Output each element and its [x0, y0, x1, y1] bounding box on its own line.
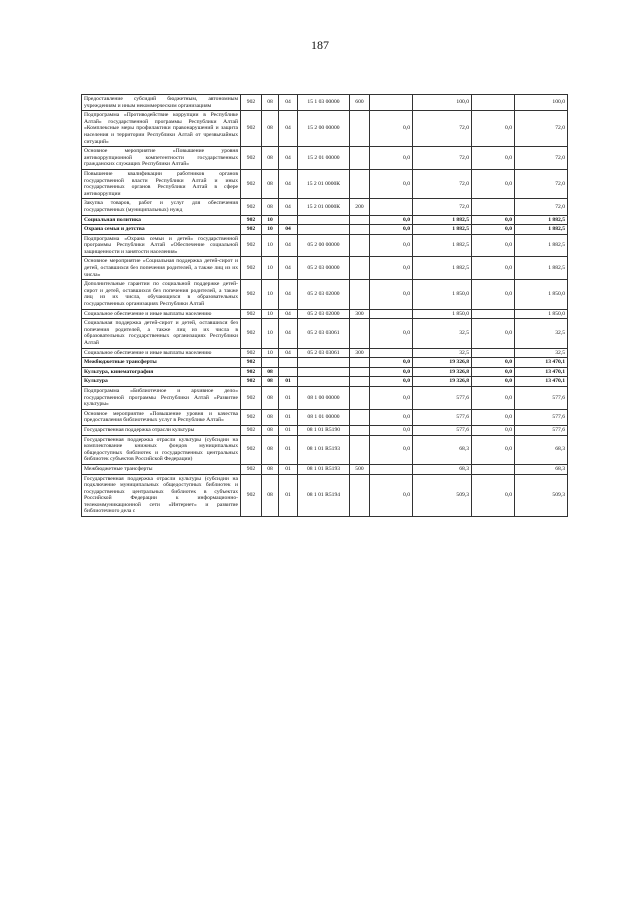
- table-row: [82, 474, 568, 517]
- amount-3: 0,0: [472, 225, 515, 235]
- row-name: Государственная поддержка отрасли культуры: [82, 425, 241, 435]
- admin-code: 902: [241, 358, 262, 368]
- expense-type-code: [350, 367, 370, 377]
- amount-1: [370, 95, 413, 111]
- row-name: Культура: [82, 377, 241, 387]
- amount-1: 0,0: [370, 435, 413, 464]
- section-code: 08: [262, 425, 279, 435]
- expense-type-code: [350, 425, 370, 435]
- amount-2: 19 326,8: [413, 367, 472, 377]
- amount-4: 13 470,1: [515, 367, 568, 377]
- admin-code: 902: [241, 435, 262, 464]
- subsection-code: 04: [279, 257, 298, 280]
- table-row: [82, 425, 568, 435]
- subsection-code: 04: [279, 111, 298, 147]
- row-name: Социальное обеспечение и иные выплаты населению: [82, 348, 241, 358]
- section-code: 08: [262, 147, 279, 170]
- section-code: 10: [262, 280, 279, 309]
- table-row: [82, 464, 568, 474]
- row-name: Предоставление субсидий бюджетным, автономным учреждениям и иным некоммерческим организациям: [82, 95, 241, 111]
- subsection-code: 01: [279, 425, 298, 435]
- amount-1: [370, 199, 413, 215]
- subsection-code: 04: [279, 199, 298, 215]
- expense-type-code: [350, 474, 370, 517]
- admin-code: 902: [241, 95, 262, 111]
- amount-1: 0,0: [370, 169, 413, 198]
- admin-code: 902: [241, 348, 262, 358]
- expense-type-code: 600: [350, 95, 370, 111]
- section-code: 08: [262, 409, 279, 425]
- amount-4: 1 882,5: [515, 225, 568, 235]
- expense-type-code: [350, 319, 370, 348]
- amount-4: 13 470,1: [515, 377, 568, 387]
- row-name: Межбюджетные трансферты: [82, 464, 241, 474]
- admin-code: 902: [241, 386, 262, 409]
- target-code: 05 2 03 02000: [298, 280, 350, 309]
- section-code: 08: [262, 464, 279, 474]
- amount-4: 32,5: [515, 319, 568, 348]
- amount-1: 0,0: [370, 386, 413, 409]
- table-row: [82, 147, 568, 170]
- expense-type-code: [350, 234, 370, 257]
- table-row: [82, 215, 568, 225]
- section-code: [262, 358, 279, 368]
- amount-1: 0,0: [370, 147, 413, 170]
- amount-1: 0,0: [370, 377, 413, 387]
- expense-type-code: 500: [350, 464, 370, 474]
- amount-3: 0,0: [472, 358, 515, 368]
- target-code: [298, 215, 350, 225]
- amount-3: 0,0: [472, 435, 515, 464]
- expense-type-code: 300: [350, 348, 370, 358]
- amount-4: 72,0: [515, 199, 568, 215]
- expense-type-code: [350, 386, 370, 409]
- amount-4: 577,6: [515, 425, 568, 435]
- amount-2: 72,0: [413, 147, 472, 170]
- amount-3: [472, 348, 515, 358]
- admin-code: 902: [241, 257, 262, 280]
- amount-3: [472, 309, 515, 319]
- subsection-code: [279, 358, 298, 368]
- admin-code: 902: [241, 225, 262, 235]
- amount-2: 100,0: [413, 95, 472, 111]
- amount-2: 509,3: [413, 474, 472, 517]
- amount-4: 1 850,0: [515, 280, 568, 309]
- admin-code: 902: [241, 280, 262, 309]
- table-row: [82, 358, 568, 368]
- expense-type-code: [350, 409, 370, 425]
- expense-type-code: [350, 111, 370, 147]
- target-code: 05 2 00 00000: [298, 234, 350, 257]
- amount-3: 0,0: [472, 111, 515, 147]
- subsection-code: 04: [279, 95, 298, 111]
- target-code: 08 1 01 R5194: [298, 474, 350, 517]
- row-name: Основное мероприятие «Социальная поддержка детей-сирот и детей, оставшихся без попечения родителей, а также лиц из их числа»: [82, 257, 241, 280]
- section-code: 10: [262, 225, 279, 235]
- amount-2: 577,6: [413, 409, 472, 425]
- expense-type-code: [350, 225, 370, 235]
- expense-type-code: 300: [350, 309, 370, 319]
- amount-2: 1 882,5: [413, 215, 472, 225]
- target-code: 08 1 01 R5193: [298, 435, 350, 464]
- expense-type-code: [350, 358, 370, 368]
- amount-4: 32,5: [515, 348, 568, 358]
- amount-2: 19 326,8: [413, 358, 472, 368]
- amount-2: 577,6: [413, 386, 472, 409]
- expense-type-code: [350, 280, 370, 309]
- admin-code: 902: [241, 377, 262, 387]
- amount-1: [370, 348, 413, 358]
- expense-type-code: 200: [350, 199, 370, 215]
- target-code: [298, 377, 350, 387]
- amount-2: 1 882,5: [413, 234, 472, 257]
- table-row: [82, 367, 568, 377]
- section-code: 10: [262, 319, 279, 348]
- page-number: 187: [311, 38, 329, 52]
- amount-3: 0,0: [472, 215, 515, 225]
- amount-2: 68,3: [413, 464, 472, 474]
- table-row: [82, 377, 568, 387]
- table-row: [82, 169, 568, 198]
- amount-2: 1 882,5: [413, 225, 472, 235]
- table-row: [82, 280, 568, 309]
- expense-type-code: [350, 377, 370, 387]
- row-name: Подпрограмма «Охрана семьи и детей» государственной программы Республики Алтай «Обеспечение социальной защищенности и занятости населения»: [82, 234, 241, 257]
- subsection-code: 04: [279, 234, 298, 257]
- amount-4: 68,3: [515, 435, 568, 464]
- admin-code: 902: [241, 169, 262, 198]
- row-name: Подпрограмма «Библиотечное и архивное дело» государственной программы Республики Алтай «Развитие культуры»: [82, 386, 241, 409]
- amount-4: 68,3: [515, 464, 568, 474]
- row-name: Подпрограмма «Противодействие коррупции в Республике Алтай» государственной программы Республики Алтай «Комплексные меры профилактики правонарушений и защита населения и территории Республики Алтай от чрезвычайных ситуаций»: [82, 111, 241, 147]
- subsection-code: 01: [279, 386, 298, 409]
- subsection-code: 01: [279, 377, 298, 387]
- amount-1: 0,0: [370, 234, 413, 257]
- row-name: Основное мероприятие «Повышение уровня антикоррупционной компетентности государственных гражданских служащих Республики Алтай»: [82, 147, 241, 170]
- expense-type-code: [350, 215, 370, 225]
- amount-3: 0,0: [472, 474, 515, 517]
- subsection-code: [279, 367, 298, 377]
- target-code: 08 1 00 00000: [298, 386, 350, 409]
- section-code: 10: [262, 309, 279, 319]
- target-code: 08 1 01 R5193: [298, 464, 350, 474]
- table-row: [82, 111, 568, 147]
- amount-1: 0,0: [370, 425, 413, 435]
- amount-1: 0,0: [370, 225, 413, 235]
- admin-code: 902: [241, 464, 262, 474]
- section-code: 10: [262, 234, 279, 257]
- amount-4: 1 882,5: [515, 215, 568, 225]
- subsection-code: 04: [279, 280, 298, 309]
- table-row: [82, 257, 568, 280]
- section-code: 08: [262, 377, 279, 387]
- table-row: [82, 348, 568, 358]
- row-name: Охрана семьи и детства: [82, 225, 241, 235]
- budget-table: [81, 94, 568, 517]
- amount-2: 68,3: [413, 435, 472, 464]
- section-code: 08: [262, 435, 279, 464]
- amount-4: 13 470,1: [515, 358, 568, 368]
- amount-4: 1 882,5: [515, 257, 568, 280]
- row-name: Закупка товаров, работ и услуг для обеспечения государственных (муниципальных) нужд: [82, 199, 241, 215]
- target-code: 05 2 03 03061: [298, 319, 350, 348]
- amount-2: 32,5: [413, 348, 472, 358]
- amount-1: 0,0: [370, 409, 413, 425]
- amount-1: 0,0: [370, 367, 413, 377]
- amount-3: 0,0: [472, 234, 515, 257]
- target-code: 08 1 01 00000: [298, 409, 350, 425]
- target-code: 15 2 01 00000: [298, 147, 350, 170]
- amount-1: 0,0: [370, 358, 413, 368]
- amount-3: 0,0: [472, 409, 515, 425]
- subsection-code: 04: [279, 225, 298, 235]
- admin-code: 902: [241, 319, 262, 348]
- amount-2: 1 850,0: [413, 280, 472, 309]
- target-code: 05 2 03 00000: [298, 257, 350, 280]
- admin-code: 902: [241, 309, 262, 319]
- row-name: Дополнительные гарантии по социальной поддержке детей-сирот и детей, оставшихся без попечения родителей, а также лиц из их числа, обучающихся в образовательных государственных организациях Республики Алтай: [82, 280, 241, 309]
- admin-code: 902: [241, 147, 262, 170]
- subsection-code: [279, 215, 298, 225]
- amount-4: 577,6: [515, 409, 568, 425]
- amount-2: 577,6: [413, 425, 472, 435]
- amount-4: 72,0: [515, 169, 568, 198]
- table-row: [82, 309, 568, 319]
- amount-2: 72,0: [413, 199, 472, 215]
- target-code: 15 2 00 00000: [298, 111, 350, 147]
- amount-3: 0,0: [472, 257, 515, 280]
- row-name: Государственная поддержка отрасли культуры (субсидии на комплектование книжных фондов муниципальных общедоступных библиотек и государственных центральных библиотек субъектов Российской Федерации): [82, 435, 241, 464]
- table-row: [82, 95, 568, 111]
- table-row: [82, 386, 568, 409]
- subsection-code: 04: [279, 309, 298, 319]
- expense-type-code: [350, 257, 370, 280]
- amount-4: 72,0: [515, 147, 568, 170]
- section-code: 08: [262, 169, 279, 198]
- subsection-code: 04: [279, 348, 298, 358]
- admin-code: 902: [241, 234, 262, 257]
- admin-code: 902: [241, 111, 262, 147]
- target-code: 08 1 01 R5190: [298, 425, 350, 435]
- amount-2: 72,0: [413, 169, 472, 198]
- section-code: 08: [262, 367, 279, 377]
- amount-4: 100,0: [515, 95, 568, 111]
- amount-1: 0,0: [370, 474, 413, 517]
- target-code: 15 1 03 00000: [298, 95, 350, 111]
- row-name: Повышение квалификации работников органов государственной власти Республики Алтай и иных государственных органов Республики Алтай в сфере антикоррупции: [82, 169, 241, 198]
- amount-4: 577,6: [515, 386, 568, 409]
- expense-type-code: [350, 169, 370, 198]
- table-row: [82, 319, 568, 348]
- section-code: 08: [262, 111, 279, 147]
- table-row: [82, 199, 568, 215]
- section-code: 08: [262, 474, 279, 517]
- admin-code: 902: [241, 409, 262, 425]
- target-code: 15 2 01 0000К: [298, 199, 350, 215]
- admin-code: 902: [241, 474, 262, 517]
- amount-4: 509,3: [515, 474, 568, 517]
- amount-3: [472, 199, 515, 215]
- section-code: 10: [262, 215, 279, 225]
- amount-4: 72,0: [515, 111, 568, 147]
- table-row: [82, 409, 568, 425]
- amount-3: 0,0: [472, 319, 515, 348]
- admin-code: 902: [241, 199, 262, 215]
- amount-1: 0,0: [370, 319, 413, 348]
- row-name: Социальное обеспечение и иные выплаты населению: [82, 309, 241, 319]
- amount-1: 0,0: [370, 280, 413, 309]
- section-code: 08: [262, 199, 279, 215]
- admin-code: 902: [241, 425, 262, 435]
- admin-code: 902: [241, 215, 262, 225]
- subsection-code: 04: [279, 147, 298, 170]
- amount-1: 0,0: [370, 111, 413, 147]
- amount-1: 0,0: [370, 257, 413, 280]
- target-code: 05 2 03 02000: [298, 309, 350, 319]
- subsection-code: 01: [279, 435, 298, 464]
- section-code: 10: [262, 348, 279, 358]
- amount-3: 0,0: [472, 377, 515, 387]
- amount-1: 0,0: [370, 215, 413, 225]
- amount-4: 1 882,5: [515, 234, 568, 257]
- table-row: [82, 234, 568, 257]
- section-code: 10: [262, 257, 279, 280]
- row-name: Основное мероприятие «Повышение уровня и качества предоставления библиотечных услуг в Республике Алтай»: [82, 409, 241, 425]
- amount-3: 0,0: [472, 367, 515, 377]
- target-code: [298, 367, 350, 377]
- table-row: [82, 225, 568, 235]
- target-code: 15 2 01 0000К: [298, 169, 350, 198]
- expense-type-code: [350, 435, 370, 464]
- row-name: Межбюджетные трансферты: [82, 358, 241, 368]
- amount-2: 32,5: [413, 319, 472, 348]
- subsection-code: 04: [279, 319, 298, 348]
- section-code: 08: [262, 386, 279, 409]
- amount-3: 0,0: [472, 169, 515, 198]
- amount-3: [472, 95, 515, 111]
- row-name: Культура, кинематография: [82, 367, 241, 377]
- amount-1: [370, 309, 413, 319]
- amount-2: 19 326,8: [413, 377, 472, 387]
- target-code: 05 2 03 03061: [298, 348, 350, 358]
- row-name: Социальная политика: [82, 215, 241, 225]
- amount-2: 1 882,5: [413, 257, 472, 280]
- amount-3: [472, 464, 515, 474]
- amount-1: [370, 464, 413, 474]
- amount-3: 0,0: [472, 147, 515, 170]
- budget-table-body: [82, 95, 568, 517]
- row-name: Социальная поддержка детей-сирот и детей, оставшихся без попечения родителей, а также лиц из их числа в образовательных государственных организациях Республики Алтай: [82, 319, 241, 348]
- subsection-code: 01: [279, 409, 298, 425]
- table-row: [82, 435, 568, 464]
- amount-4: 1 850,0: [515, 309, 568, 319]
- subsection-code: 01: [279, 474, 298, 517]
- amount-3: 0,0: [472, 425, 515, 435]
- subsection-code: 04: [279, 169, 298, 198]
- amount-2: 1 850,0: [413, 309, 472, 319]
- amount-3: 0,0: [472, 386, 515, 409]
- subsection-code: 01: [279, 464, 298, 474]
- section-code: 08: [262, 95, 279, 111]
- row-name: Государственная поддержка отрасли культуры (субсидии на подключение муниципальных общедоступных библиотек и государственных центральных библиотек в субъектах Российской Федерации к информационно-телекоммуникационной сети «Интернет» и развитие библиотечного дела с: [82, 474, 241, 517]
- target-code: [298, 358, 350, 368]
- expense-type-code: [350, 147, 370, 170]
- amount-2: 72,0: [413, 111, 472, 147]
- admin-code: 902: [241, 367, 262, 377]
- amount-3: 0,0: [472, 280, 515, 309]
- target-code: [298, 225, 350, 235]
